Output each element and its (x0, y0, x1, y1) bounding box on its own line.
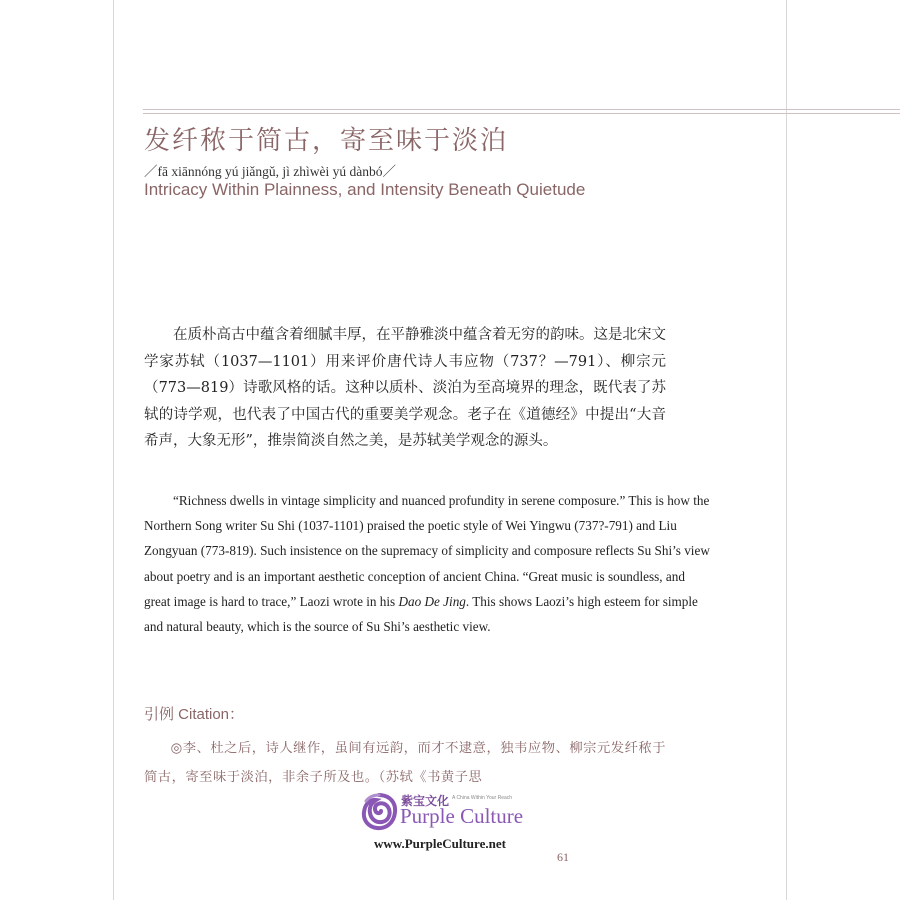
purple-culture-watermark (360, 792, 560, 856)
english-title: Intricacy Within Plainness, and Intensity Beneath Quietude (144, 180, 586, 199)
citation-heading: 引例 Citation： (144, 706, 245, 723)
english-paragraph-part1: “Richness dwells in vintage simplicity and nuanced profundity in serene composure.” This is how the Northern Song writer Su Shi (1037-1101) praised the poetic style of Wei Yingwu (737?-791) and Liu Zongyuan (773-819). Such insistence on the supremacy of simplicity and composure reflects Su Shi’s view about poetry and is an important aesthetic conception of ancient China. “Great music is soundless, and great image is hard to trace,” Laozi wrote in his (144, 493, 710, 609)
citation-text: ◎李、杜之后，诗人继作，虽间有远韵，而才不逮意，独韦应物、柳宗元发纤秾于简古，寄至味于淡泊，非余子所及也。（苏轼《书黄子思 (144, 741, 666, 785)
english-paragraph (144, 488, 710, 639)
chinese-title: 发纤秾于简古，寄至味于淡泊 (144, 126, 509, 156)
purple-culture-logo-icon (360, 792, 398, 832)
watermark-chinese-name: 紫宝文化 (401, 794, 450, 808)
watermark-english-name: Purple Culture (400, 804, 524, 828)
english-paragraph-part2: . This shows Laozi’s high esteem for simple and natural beauty, which is the source of Su Shi’s aesthetic view. (144, 593, 698, 635)
watermark-url[interactable]: www.PurpleCulture.net (374, 836, 506, 851)
chinese-paragraph: 在质朴高古中蕴含着细腻丰厚，在平静雅淡中蕴含着无穷的韵味。这是北宋文学家苏轼（1037—1101）用来评价唐代诗人韦应物（737？—791）、柳宗元（773—819）诗歌风格的话。这种以质朴、淡泊为至高境界的理念，既代表了苏轼的诗学观，也代表了中国古代的重要美学观念。老子在《道德经》中提出“大音希声，大象无形”，推崇简淡自然之美，是苏轼美学观念的源头。 (144, 327, 666, 450)
watermark-tagline: A China Within Your Reach (452, 795, 513, 801)
title-rule-bottom (143, 113, 900, 114)
title-rule-top (143, 109, 900, 110)
pinyin-line: ／fā xiānnóng yú jiǎngǔ, jì zhìwèi yú dànbó／ (144, 164, 396, 179)
book-title-dao-de-jing: Dao De Jing (398, 593, 466, 609)
page-number: 61 (557, 850, 569, 864)
